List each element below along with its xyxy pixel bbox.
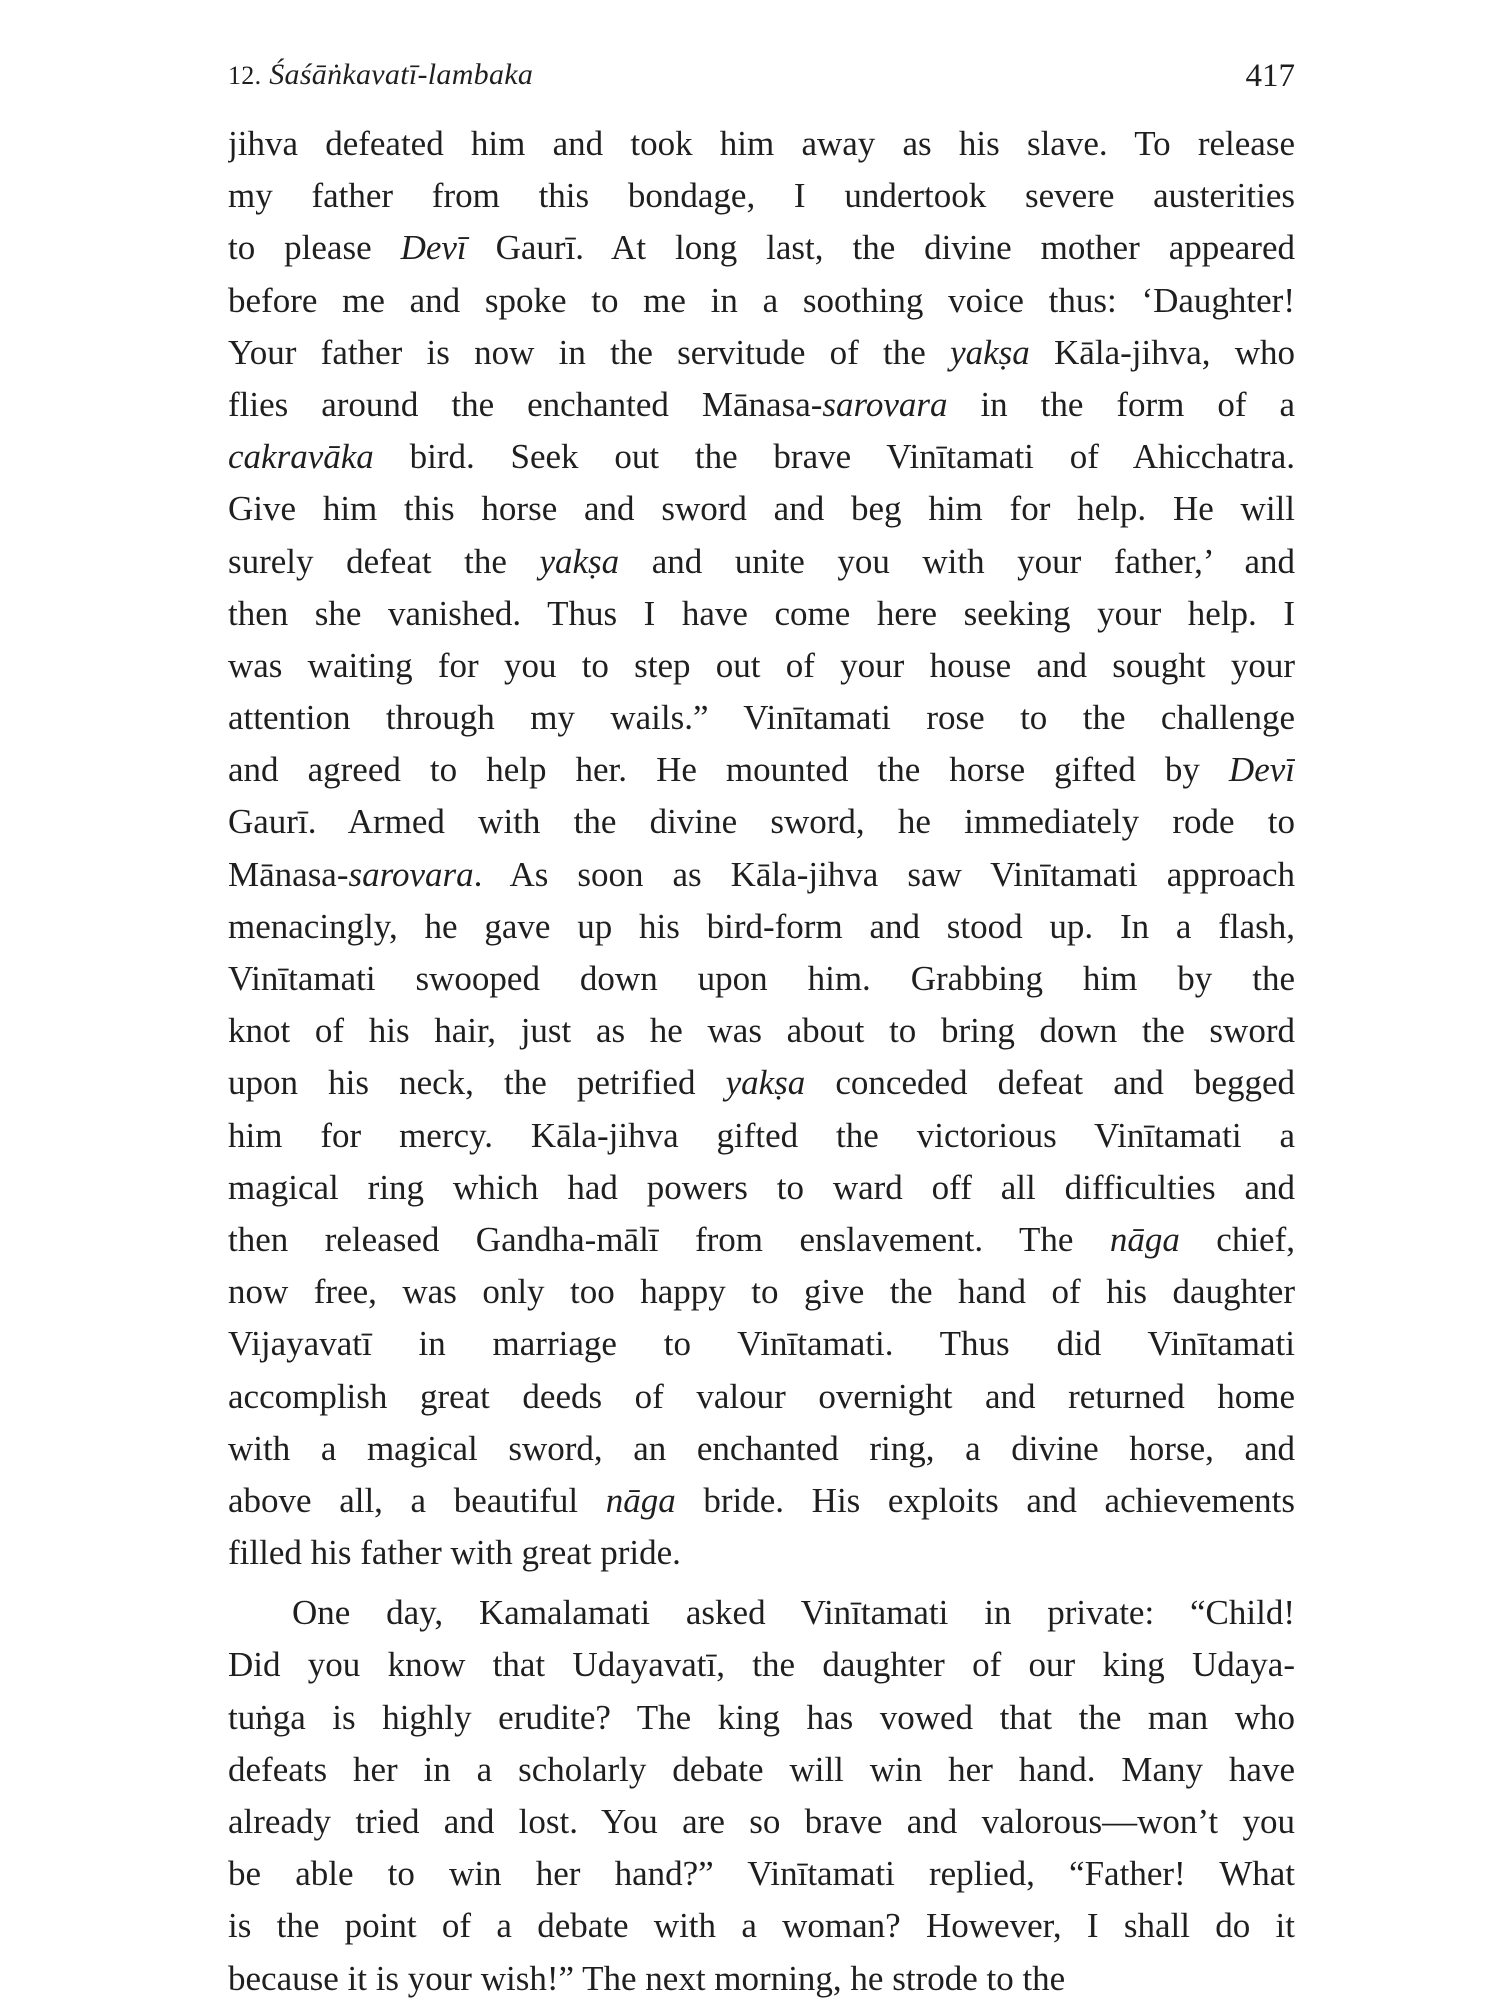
italic-term: Devī (1228, 750, 1295, 790)
text-segment: in the form of a (947, 384, 1295, 424)
text-line (228, 796, 1295, 848)
italic-term: sarovara (348, 854, 474, 894)
text-segment: flies around the enchanted Mānasa- (228, 384, 823, 424)
italic-term: nāga (1109, 1219, 1180, 1259)
text-segment: now free, was only too happy to give the hand of his daughter (228, 1272, 1295, 1312)
text-segment: my father from this bondage, I undertook severe austerities (228, 176, 1295, 216)
text-segment: defeats her in a scholarly debate will win her hand. Many have (228, 1749, 1295, 1789)
italic-term: Devī (400, 228, 467, 268)
body-text (228, 118, 1295, 2005)
chapter-number: 12. (228, 61, 262, 90)
text-line (228, 118, 1295, 170)
text-line (228, 536, 1295, 588)
text-segment: . As soon as Kāla-jihva saw Vinītamati approach (473, 854, 1295, 894)
text-segment: Kāla-jihva, who (1029, 332, 1295, 372)
text-segment: upon his neck, the petrified (228, 1063, 726, 1103)
text-line (228, 1214, 1295, 1266)
text-line (228, 483, 1295, 535)
text-line (228, 1110, 1295, 1162)
italic-term: yakṣa (950, 332, 1030, 372)
text-line (228, 170, 1295, 222)
chapter-heading (228, 58, 533, 92)
text-segment: Give him this horse and sword and beg him for help. He will (228, 489, 1295, 529)
text-segment: then released Gandha-mālī from enslavement. The (228, 1219, 1110, 1259)
text-line (228, 1744, 1295, 1796)
paragraph (228, 1587, 1295, 2005)
text-segment: filled his father with great pride. (228, 1533, 681, 1573)
paragraph (228, 118, 1295, 1579)
text-line (228, 1475, 1295, 1527)
text-line (228, 275, 1295, 327)
text-segment: be able to win her hand?” Vinītamati replied, “Father! What (228, 1854, 1295, 1894)
text-segment: above all, a beautiful (228, 1480, 606, 1520)
text-segment: before me and spoke to me in a soothing voice thus: ‘Daughter! (228, 280, 1295, 320)
text-segment: Did you know that Udayavatī, the daughter of our king Udaya- (228, 1645, 1295, 1685)
text-segment: Gaurī. Armed with the divine sword, he immediately rode to (228, 802, 1295, 842)
text-line (228, 1587, 1295, 1639)
text-segment: is the point of a debate with a woman? However, I shall do it (228, 1906, 1295, 1946)
text-line (228, 1692, 1295, 1744)
text-line (228, 1057, 1295, 1109)
text-line (228, 379, 1295, 431)
text-line (228, 640, 1295, 692)
text-segment: One day, Kamalamati asked Vinītamati in private: “Child! (292, 1593, 1295, 1633)
text-segment: him for mercy. Kāla-jihva gifted the victorious Vinītamati a (228, 1115, 1295, 1155)
text-line (228, 222, 1295, 274)
text-segment: Gaurī. At long last, the divine mother appeared (466, 228, 1295, 268)
text-line (228, 327, 1295, 379)
text-segment: then she vanished. Thus I have come here seeking your help. I (228, 593, 1295, 633)
text-line (228, 692, 1295, 744)
text-segment: Vinītamati swooped down upon him. Grabbing him by the (228, 959, 1295, 998)
text-segment: bride. His exploits and achievements (675, 1480, 1295, 1520)
text-segment: was waiting for you to step out of your house and sought your (228, 645, 1295, 685)
running-head (228, 40, 1295, 100)
text-line (228, 1639, 1295, 1691)
text-line (228, 849, 1295, 901)
text-segment: Your father is now in the servitude of the (228, 332, 951, 372)
italic-term: cakravāka (228, 437, 374, 477)
text-segment: Mānasa- (228, 854, 349, 894)
text-line (228, 1371, 1295, 1423)
text-segment: Vijayavatī in marriage to Vinītamati. Thus did Vinītamati (228, 1324, 1295, 1364)
text-line (228, 1527, 1295, 1579)
chapter-title: Śaśāṅkavatī-lambaka (269, 58, 534, 91)
text-segment: already tried and lost. You are so brave and valorous—won’t you (228, 1802, 1295, 1841)
text-line (228, 1796, 1295, 1848)
text-segment: accomplish great deeds of valour overnight and returned home (228, 1376, 1295, 1416)
text-segment: and agreed to help her. He mounted the horse gifted by (228, 750, 1229, 790)
text-line (228, 744, 1295, 796)
text-line (228, 1953, 1295, 2005)
text-segment: attention through my wails.” Vinītamati rose to the challenge (228, 698, 1295, 738)
text-segment: jihva defeated him and took him away as his slave. To release (228, 124, 1295, 163)
text-segment: magical ring which had powers to ward off all difficulties and (228, 1167, 1295, 1207)
text-line (228, 1423, 1295, 1475)
text-segment: chief, (1179, 1219, 1295, 1259)
text-segment: to please (228, 228, 401, 268)
text-line (228, 953, 1295, 1005)
text-segment: and unite you with your father,’ and (619, 541, 1295, 581)
text-segment: because it is your wish!” The next morning, he strode to the (228, 1958, 1066, 1998)
text-line (228, 1266, 1295, 1318)
text-line (228, 1318, 1295, 1370)
text-line (228, 901, 1295, 953)
text-line (228, 1162, 1295, 1214)
italic-term: sarovara (822, 384, 948, 424)
italic-term: yakṣa (539, 541, 620, 581)
text-segment: knot of his hair, just as he was about to bring down the sword (228, 1011, 1295, 1051)
text-segment: tuṅga is highly erudite? The king has vowed that the man who (228, 1697, 1295, 1737)
text-segment: bird. Seek out the brave Vinītamati of Ahicchatra. (373, 437, 1295, 477)
paragraph-gap (228, 1579, 1295, 1587)
text-segment: with a magical sword, an enchanted ring, a divine horse, and (228, 1428, 1295, 1468)
page-number: 417 (1245, 58, 1295, 94)
text-segment: menacingly, he gave up his bird-form and stood up. In a flash, (228, 906, 1295, 946)
text-line (228, 1848, 1295, 1900)
text-line (228, 588, 1295, 640)
text-segment: conceded defeat and begged (805, 1063, 1295, 1103)
text-line (228, 431, 1295, 483)
text-line (228, 1005, 1295, 1057)
text-segment: surely defeat the (228, 541, 540, 581)
italic-term: nāga (605, 1480, 676, 1520)
italic-term: yakṣa (725, 1063, 806, 1103)
text-line (228, 1900, 1295, 1952)
